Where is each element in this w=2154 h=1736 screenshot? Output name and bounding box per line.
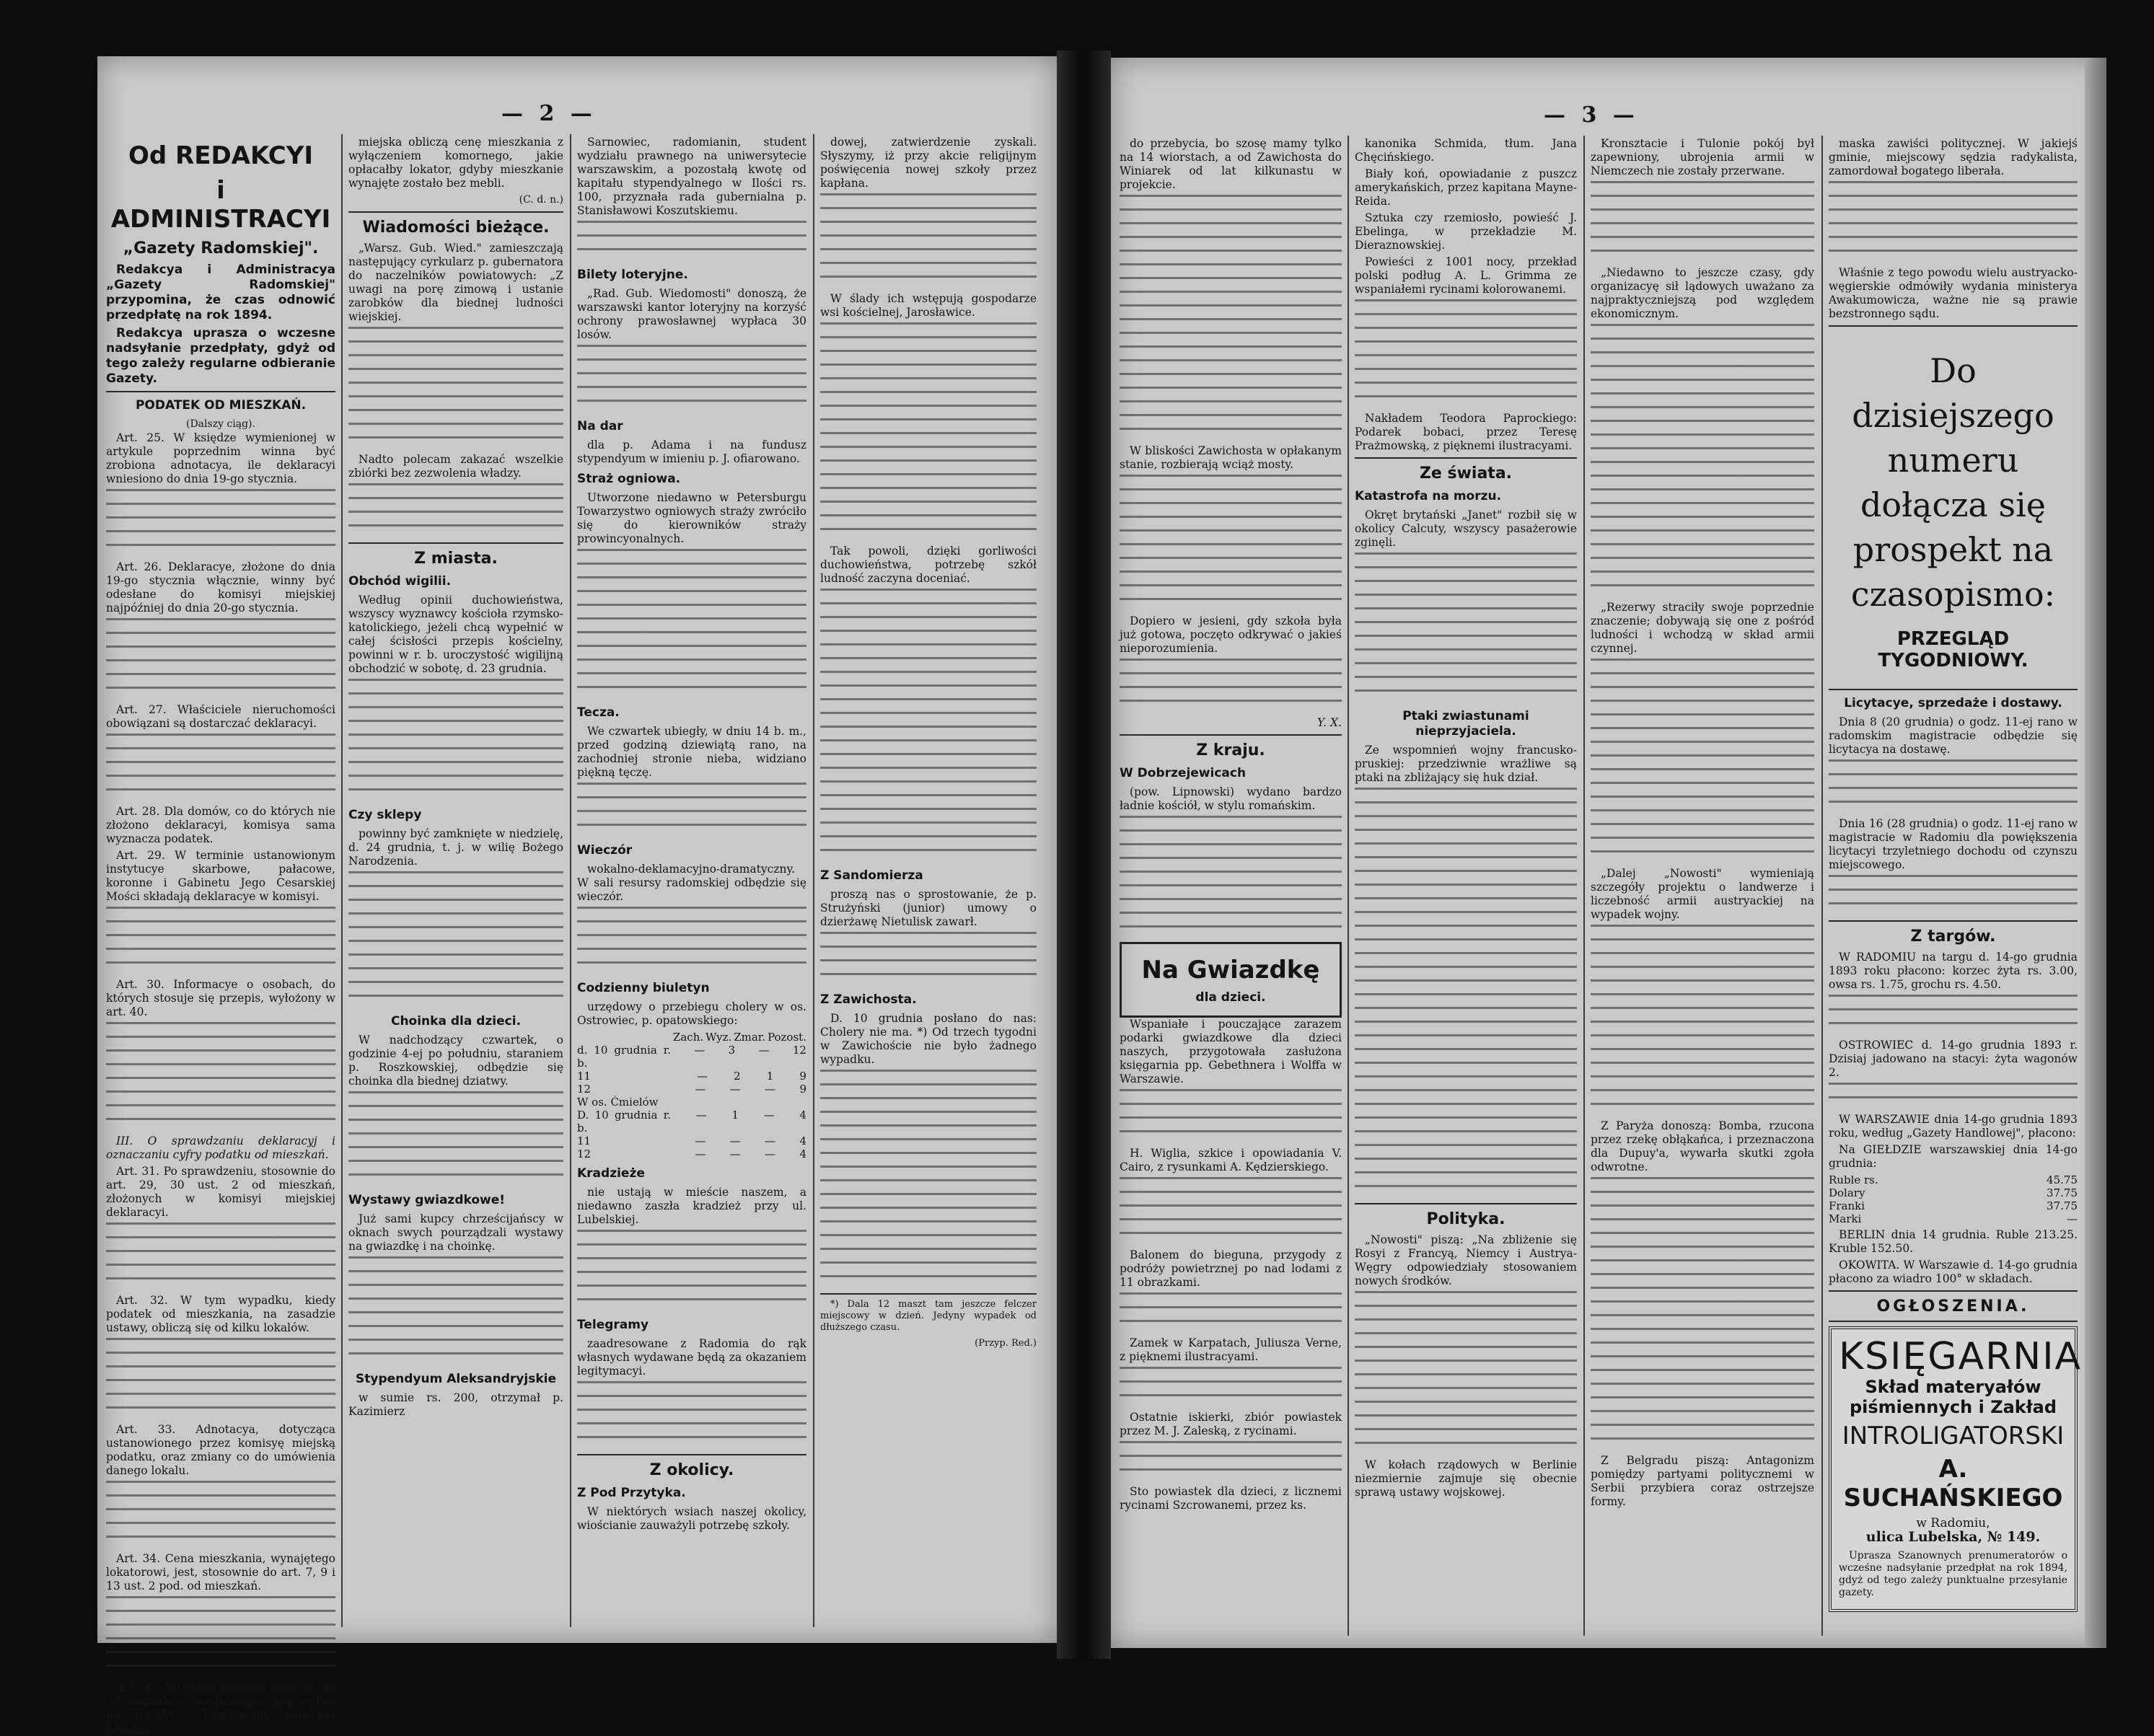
divider: [577, 1454, 806, 1455]
divider: [1355, 457, 1577, 459]
article-paragraph: Według opinii duchowieństwa, wszyscy wyznawcy kościoła rzymsko-katolickiego, jeżeli chcą wypełnić w całej ścisłości przepis kościelny, powinni w r. b. uroczystość wigilijną obchodzić w sobotę, d. 23 grudnia.: [348, 594, 563, 675]
text-block: [577, 1381, 806, 1450]
article-paragraph: Już sami kupcy chrześcijańscy w oknach swych pourządzali wystawy na gwiazdkę i na choinkę.: [348, 1212, 563, 1253]
section-heading: Polityka.: [1426, 1210, 1505, 1228]
article-paragraph: nie ustają w mieście naszem, a niedawno zaszła kradzież przy ul. Lubelskiej.: [577, 1186, 806, 1226]
news-title: Telegramy: [577, 1318, 649, 1332]
news-title: Ptaki zwiastunami nieprzyjaciela.: [1402, 709, 1529, 739]
news-title: Wystawy gwiazdkowe!: [348, 1193, 506, 1207]
page-edge: [2085, 58, 2106, 1648]
article-paragraph: Powieści z 1001 nocy, przekład polski podług A. L. Grimma ze wspaniałemi rycinami kolorowanemi.: [1355, 255, 1577, 296]
divider: [1829, 920, 2078, 922]
section-heading: PODATEK OD MIESZKAŃ.: [135, 398, 307, 413]
table-cell: —: [765, 1134, 776, 1147]
table-header-cell: Wyz.: [705, 1031, 732, 1044]
article-paragraph: Ostatnie iskierki, zbiór powiastek przez M. J. Zaleską, z rycinami.: [1120, 1411, 1342, 1437]
article-paragraph: „Rezerwy straciły swoje poprzednie znaczenie; dobywają się one z pośród ludności i wchodzą w skład armii czynnej.: [1591, 601, 1814, 655]
text-block: [577, 1230, 806, 1312]
table-cell: Marki: [1829, 1212, 1862, 1225]
divider: [1829, 1321, 2078, 1322]
article-paragraph: zaadresowane z Radomia do rąk własnych wydawane będą za okazaniem legitymacyi.: [577, 1337, 806, 1378]
table-cell: 37.75: [2047, 1186, 2078, 1199]
section-heading: Ze świata.: [1419, 464, 1513, 483]
text-block: [1829, 1083, 2078, 1110]
article-paragraph: „Warsz. Gub. Wied." zamieszczają następujący cyrkularz p. gubernatora do naczelników powiatowych: „Z uwagi na porę zimową i ustanie zarobków dla biednej ludności wiejskiej.: [348, 242, 563, 323]
news-title: Codzienny biuletyn: [577, 981, 710, 995]
article-paragraph: urzędowy o przebiegu cholery w os. Ostrowiec, p. opatowskiego:: [577, 1000, 806, 1027]
table-cell: 3: [728, 1044, 736, 1057]
article-paragraph: miejska obliczą cenę mieszkania z wyłączeniem komornego, jakie opłacałby lokator, gdyby mieszkanie wynajęte zostało bez mebli.: [348, 136, 563, 190]
article-paragraph: III. O sprawdzaniu deklaracyj i oznaczaniu cyfry podatku od mieszkań.: [106, 1134, 335, 1161]
table-cell: —: [765, 1083, 776, 1096]
supplement-title: PRZEGLĄD TYGODNIOWY.: [1878, 628, 2028, 671]
article-paragraph: Art. 31. Po sprawdzeniu, stosownie do art. 29, 30 ust. 2 od mieszkań, złożonych w komisyi miejskiej deklaracyi.: [106, 1165, 335, 1219]
text-block: [1120, 1367, 1342, 1408]
page-number: — 3 —: [1544, 102, 1639, 128]
text-block: [1355, 299, 1577, 409]
news-title: Czy sklepy: [348, 808, 422, 822]
text-block: [820, 1070, 1037, 1289]
text-block: [820, 589, 1037, 863]
table-header-cell: Zach.: [672, 1031, 704, 1044]
table-header-cell: Zmar.: [734, 1031, 766, 1044]
article-paragraph: W kołach rządowych w Berlinie niezmiernie zajmuje się obecnie sprawą ustawy wojskowej.: [1355, 1458, 1577, 1499]
table-cell: 11: [577, 1070, 592, 1083]
table-header-cell: Pozost.: [768, 1031, 806, 1044]
article-paragraph: Na GIEŁDZIE warszawskiej dnia 14-go grudnia:: [1829, 1143, 2078, 1170]
text-block: [1120, 658, 1342, 713]
ad-city: w Radomiu,: [1916, 1516, 1990, 1530]
article-paragraph: Art. 28. Dla domów, co do których nie złożono deklaracyi, komisya sama wyznacza podatek.: [106, 805, 335, 845]
news-title: Z Zawichosta.: [820, 992, 917, 1007]
text-block: [820, 932, 1037, 987]
text-block: [348, 327, 563, 450]
article-paragraph: D. 10 grudnia posłano do nas: Cholery nie ma. *) Od trzech tygodni w Zawichoście nie było żadnego wypadku.: [820, 1012, 1037, 1066]
article-paragraph: Okręt brytański „Janet" rozbił się w okolicy Calcuty, wszyscy pasażerowie zginęli.: [1355, 508, 1577, 549]
article-paragraph: Art. 29. W terminie ustanowionym instytucye skarbowe, pałacowe, koronne i Gabinetu Jego Cesarskiej Mości składają deklaracye w komisyi.: [106, 849, 335, 903]
ad-title: KSIĘGARNIA: [1839, 1335, 2083, 1378]
article-paragraph: Sarnowiec, radomianin, student wydziału prawnego na uniwersytecie warszawskim, a pozostałą kwotę od kapitału stypendyalnego w Ilości rs. 100, przyznała rada gubernialna p. Stanisławowi Koszutskiemu.: [577, 136, 806, 217]
article-paragraph: W nadchodzący czwartek, o godzinie 4-ej po południu, staraniem p. Roszkowskiej, odbędzie się choinka dla biednej dziatwy.: [348, 1034, 563, 1088]
table-row: [1829, 1199, 2078, 1212]
article-paragraph: kanonika Schmida, tłum. Jana Chęcińskiego.: [1355, 137, 1577, 164]
divider: [1829, 689, 2078, 690]
table-cell: 9: [799, 1083, 806, 1096]
text-block: [1120, 1292, 1342, 1334]
table-cell: D. 10 grudnia r. b.: [577, 1109, 671, 1134]
table-row: [1829, 1212, 2078, 1225]
divider: [348, 211, 563, 213]
news-title: Choinka dla dzieci.: [390, 1014, 522, 1028]
cholera-table: [577, 1031, 806, 1160]
table-cell: 2: [734, 1070, 741, 1083]
table-cell: —: [695, 1109, 707, 1122]
table-cell: 4: [799, 1134, 806, 1147]
gift-books-box: [1120, 942, 1342, 1018]
table-cell: —: [763, 1109, 775, 1122]
right-column-1: [1120, 137, 1342, 1637]
text-block: [348, 871, 563, 1008]
table-cell: Dolary: [1829, 1186, 1865, 1199]
text-block: [348, 483, 563, 538]
ad-text: Uprasza Szanownych prenumeratorów o wcześne nadsyłanie przedpłat na rok 1894, gdyż od tego zależy punktualne przesyłanie gazety.: [1839, 1550, 2067, 1598]
news-title: Obchód wigilii.: [348, 574, 452, 589]
gift-books-title: Na Gwiazdkę: [1141, 956, 1320, 984]
table-cell: 37.75: [2047, 1199, 2078, 1212]
divider: [1829, 1290, 2078, 1292]
text-block: [106, 618, 335, 700]
section-heading: Z kraju.: [1196, 741, 1265, 759]
article-paragraph: (pow. Lipnowski) wydano bardzo ładnie kościół, w stylu romańskim.: [1120, 785, 1342, 812]
text-block: [1120, 195, 1342, 441]
article-paragraph: maska zawiści politycznej. W jakiejś gminie, miejscowy sędzia radykalista, zamordował bogatego liberała.: [1829, 137, 2078, 177]
text-block: [106, 1481, 335, 1549]
ad-line: INTROLIGATORSKI: [1842, 1422, 2065, 1450]
section-heading: OGŁOSZENIA.: [1876, 1297, 2030, 1316]
text-block: [1355, 1291, 1577, 1455]
continued-sign: (C. d. n.): [519, 194, 563, 206]
news-title: Bilety loteryjne.: [577, 268, 688, 282]
table-cell: 4: [799, 1147, 806, 1160]
article-paragraph: Utworzone niedawno w Petersburgu Towarzystwo ogniowych straży zwróciło się do kierowników straży prowincyonalnych.: [577, 491, 806, 545]
bookstore-advertisement: [1829, 1326, 2083, 1612]
text-block: [1591, 925, 1814, 1116]
book-spine: [1057, 50, 1111, 1659]
table-cell: 1: [731, 1109, 739, 1122]
article-paragraph: Z Belgradu piszą: Antagonizm pomiędzy partyami politycznemi w Serbii przybiera coraz ostrzejsze formy.: [1591, 1454, 1814, 1508]
article-paragraph: BERLIN dnia 14 grudnia. Ruble 213.25. Kruble 152.50.: [1829, 1228, 2078, 1255]
news-title: Katastrofa na morzu.: [1355, 489, 1502, 503]
divider: [106, 391, 335, 392]
table-row: [577, 1044, 806, 1070]
text-block: [1829, 875, 2078, 916]
table-cell: 11: [577, 1134, 592, 1147]
text-block: [106, 489, 335, 558]
article-paragraph: Art. 30. Informacye o osobach, do których stosuje się przepis, wyłożony w art. 40.: [106, 978, 335, 1018]
article-paragraph: powinny być zamknięte w niedzielę, d. 24 grudnia, t. j. w wilię Bożego Narodzenia.: [348, 827, 563, 868]
article-paragraph: Nadto polecam zakazać wszelkie zbiórki bez zezwolenia władzy.: [348, 453, 563, 480]
article-paragraph: Właśnie z tego powodu wielu austryacko-węgierskie odmówiły wydania ministerya Awakumowicza, ważne nie są prawie bezstronnego sądu.: [1829, 266, 2078, 320]
left-column-4: [820, 136, 1037, 1629]
text-block: [1120, 475, 1342, 612]
article-paragraph: do przebycia, bo szosę mamy tylko na 14 wiorstach, a od Zawichosta do Winiarek od lat kilkunastu w projekcie.: [1120, 137, 1342, 191]
article-paragraph: Sztuka czy rzemiosło, powieść J. Ebelinga, w przekładzie M. Dieraznowskiej.: [1355, 211, 1577, 252]
article-paragraph: Nakładem Teodora Paprockiego: Podarek bobaci, przez Teresę Prażmowską, z pięknemi ilustracyami.: [1355, 412, 1577, 452]
table-row: [577, 1070, 806, 1083]
table-cell: —: [694, 1044, 705, 1057]
article-paragraph: Kronsztacie i Tulonie pokój był zapewniony, ubrojenia armii w Niemczech nie zostały przerwane.: [1591, 137, 1814, 177]
article-paragraph: Tak powoli, dzięki gorliwości duchowieństwa, potrzebę szkół ludność zaczyna doceniać.: [820, 545, 1037, 585]
article-paragraph: Biały koń, opowiadanie z puszcz amerykańskich, przez kapitana Mayne-Reida.: [1355, 167, 1577, 208]
news-title: Straż ogniowa.: [577, 472, 681, 486]
news-title: Kradzieże: [577, 1166, 645, 1181]
left-column-2: [348, 136, 563, 1629]
text-block: [1355, 552, 1577, 703]
table-cell: —: [695, 1083, 706, 1096]
section-heading: Wiadomości bieżące.: [362, 219, 550, 237]
text-block: [1591, 324, 1814, 598]
article-paragraph: „Rad. Gub. Wiedomosti" donoszą, że warszawski kantor loteryjny na korzyść ochrony prawosławnej wypłaca 30 losów.: [577, 287, 806, 341]
continued-label: (Dalszy ciąg).: [186, 418, 255, 430]
table-cell: Ruble rs.: [1829, 1173, 1878, 1186]
article-paragraph: „Nowosti" piszą: „Na zbliżenie się Rosyi z Francyą, Niemcy i Austrya-Węgry odpowiedziały stosowaniem nowych środków.: [1355, 1233, 1577, 1287]
table-cell: 9: [799, 1070, 806, 1083]
article-paragraph: dla p. Adama i na fundusz stypendyum w imieniu p. J. ofiarowano.: [577, 439, 806, 465]
news-title: Z Pod Przytyka.: [577, 1486, 686, 1500]
divider: [1120, 734, 1342, 736]
right-column-2: [1355, 137, 1577, 1637]
article-paragraph: dowej, zatwierdzenie zyskali. Słyszymy, iż przy akcie religijnym poświęcenia nowej szkoły przez kapłana.: [820, 136, 1037, 190]
column-divider: [813, 134, 814, 1627]
table-cell: W os. Ćmielów: [577, 1096, 659, 1109]
article-paragraph: Art. 26. Deklaracye, złożone do dnia 19-go stycznia włącznie, winny być odesłane do komisyi miejskiej najpóźniej do dnia 20-go stycznia.: [106, 560, 335, 614]
article-paragraph: Art. 25. W księdze wymienionej w artykule poprzednim winna być zrobiona adnotacya, ile deklaracyi wniesiono do dnia 19-go stycznia.: [106, 431, 335, 485]
table-cell: —: [729, 1147, 741, 1160]
article-paragraph: w sumie rs. 200, otrzymał p. Kazimierz: [348, 1391, 563, 1418]
table-cell: —: [2067, 1212, 2078, 1225]
table-row: [577, 1134, 806, 1147]
text-block: [577, 345, 806, 413]
page-number: — 2 —: [501, 101, 597, 126]
table-cell: Franki: [1829, 1199, 1865, 1212]
text-block: [577, 907, 806, 975]
table-cell: —: [729, 1134, 741, 1147]
divider: [820, 1293, 1037, 1295]
column-divider: [570, 134, 571, 1627]
table-row: [577, 1109, 806, 1134]
text-block: [1591, 181, 1814, 263]
table-header: [577, 1031, 806, 1044]
news-title: Z Sandomierza: [820, 868, 923, 883]
article-paragraph: Z Paryża donoszą: Bomba, rzucona przez rzekę obłąkańca, i przeznaczona dla Dupuy'a, wywarła skutki zgoła odwrotne.: [1591, 1119, 1814, 1173]
text-block: [106, 733, 335, 802]
divider: [1829, 325, 2078, 327]
article-paragraph: W RADOMIU na targu d. 14-go grudnia 1893 roku płacono: korzec żyta rs. 3.00, owsa rs. 1.75, grochu rs. 4.50.: [1829, 951, 2078, 991]
text-block: [1829, 181, 2078, 263]
article-paragraph: W bliskości Zawichosta w opłakanym stanie, rozbierają wciąż mosty.: [1120, 444, 1342, 471]
article-paragraph: Zamek w Karpatach, Juliusza Verne, z pięknemi ilustracyami.: [1120, 1336, 1342, 1363]
news-title: Wieczór: [577, 843, 633, 858]
text-block: [348, 1256, 563, 1366]
news-title: Na dar: [577, 419, 623, 433]
article-paragraph: wokalno-deklamacyjno-dramatyczny. W sali resursy radomskiej odbędzie się wieczór.: [577, 863, 806, 903]
text-block: [348, 679, 563, 802]
article-paragraph: OSTROWIEC d. 14-go grudnia 1893 r. Dzisiaj jadowano na stacyi: żyta wagonów 2.: [1829, 1039, 2078, 1079]
section-heading: Z okolicy.: [649, 1461, 734, 1479]
table-row: [577, 1083, 806, 1096]
table-cell: 12: [577, 1147, 592, 1160]
ad-name: A. SUCHAŃSKIEGO: [1843, 1455, 2063, 1512]
editorial-heading: „Gazety Radomskiej".: [123, 239, 319, 257]
article-paragraph: Art. 34. Cena mieszkania, wynajętego lokatorowi, jest, stosownie do art. 7, 9 i 13 ust. 2 pod. od mieszkań.: [106, 1552, 335, 1592]
article-paragraph: Ze wspomnień wojny francusko-pruskiej: przedziwnie wrażliwe są ptaki na zbliżający się huk dział.: [1355, 744, 1577, 784]
text-block: [1829, 995, 2078, 1036]
divider: [348, 542, 563, 544]
table-cell: 4: [799, 1109, 806, 1122]
exchange-rates: [1829, 1173, 2078, 1225]
text-block: [1120, 1089, 1342, 1144]
article-paragraph: Art. 35. Jeżeli umeblowanie stosownie do warunków miejscowych ma wpływ na wysokość komornego, wówczas podatek: [106, 1681, 335, 1735]
article-paragraph: Wspaniałe i pouczające zarazem podarki gwiazdkowe dla dzieci naszych, przygotowała zasłużona księgarnia pp. Gebethnera i Wolffa w Warszawie.: [1120, 1018, 1342, 1085]
article-paragraph: W niektórych wsiach naszej okolicy, wiościanie zauważyli potrzebę szkoły.: [577, 1505, 806, 1532]
section-heading: Z miasta.: [414, 550, 498, 568]
editorial-notice: Redakcya uprasza o wczesne nadsyłanie przedpłaty, gdyż od tego zależy regularne odbieranie Gazety.: [106, 326, 335, 386]
table-cell: d. 10 grudnia r. b.: [577, 1044, 671, 1070]
supplement-notice: Do dzisiejszego numeru dołącza się prospekt na czasopismo:: [1850, 351, 2056, 614]
table-row: [577, 1147, 806, 1160]
table-cell: 12: [792, 1044, 806, 1057]
article-sign: Y. X.: [1316, 716, 1342, 729]
article-paragraph: W ślady ich wstępują gospodarze wsi kościelnej, Jarosławice.: [820, 292, 1037, 319]
column-divider: [1821, 136, 1823, 1636]
text-block: [577, 221, 806, 262]
article-paragraph: Art. 27. Właściciele nieruchomości obowiązani są dostarczać deklaracyi.: [106, 703, 335, 730]
news-title: Tecza.: [577, 705, 620, 720]
article-paragraph: Art. 32. W tym wypadku, kiedy podatek od mieszkania, na zasadzie ustawy, obliczą się od kilku lokalów.: [106, 1294, 335, 1334]
editorial-notice: Redakcya i Administracya „Gazety Radomskiej" przypomina, że czas odnowić przedpłatę na rok 1894.: [106, 263, 335, 322]
right-column-4: [1829, 137, 2083, 1637]
table-cell: 1: [766, 1070, 774, 1083]
ad-street: ulica Lubelska, № 149.: [1865, 1529, 2041, 1545]
text-block: [1591, 658, 1814, 864]
editorial-heading: i ADMINISTRACYI: [110, 176, 331, 234]
divider: [1355, 1203, 1577, 1204]
article-paragraph: OKOWITA. W Warszawie d. 14-go grudnia płacono za wiadro 100° w składach.: [1829, 1259, 2078, 1285]
column-divider: [1348, 136, 1349, 1636]
footnote: *) Dala 12 maszt tam jeszcze felczer miejscowy w dzień. Jedyny wypadek od dłuższego czasu.: [820, 1299, 1037, 1333]
table-cell: 12: [577, 1083, 592, 1096]
article-paragraph: proszą nas o sprostowanie, że p. Strużyński (junior) umowy o dzierżawę Nietulisk zawarł.: [820, 888, 1037, 928]
text-block: [348, 1091, 563, 1187]
table-row: [1829, 1186, 2078, 1199]
left-column-3: [577, 136, 806, 1629]
article-paragraph: „Niedawno to jeszcze czasy, gdy organizacyę sił lądowych uważano za najpraktyczniejszą pod względem ekonomicznym.: [1591, 266, 1814, 320]
table-cell: —: [729, 1083, 741, 1096]
ad-line: Skład materyałów piśmiennych i Zakład: [1849, 1377, 2057, 1417]
article-paragraph: We czwartek ubiegły, w dniu 14 b. m., przed godziną dziewiątą rano, na zachodniej stronie nieba, widziano piękną tęczę.: [577, 725, 806, 779]
text-block: [106, 1222, 335, 1291]
text-block: [1120, 1441, 1342, 1482]
table-cell: —: [697, 1070, 708, 1083]
section-heading: Z targów.: [1910, 928, 1996, 946]
text-block: [106, 1022, 335, 1132]
news-title: W Dobrzejewicach: [1120, 766, 1247, 780]
text-block: [1355, 788, 1577, 1199]
article-paragraph: Sto powiastek dla dzieci, z licznemi rycinami Szcrowanemi, przez ks.: [1120, 1485, 1342, 1512]
text-block: [106, 907, 335, 975]
text-block: [577, 549, 806, 700]
table-cell: —: [765, 1147, 776, 1160]
column-divider: [1583, 136, 1585, 1636]
section-heading: Licytacye, sprzedaże i dostawy.: [1844, 696, 2062, 710]
article-paragraph: Balonem do bieguna, przygody z podróży powietrznej po nad lodami z 11 obrazkami.: [1120, 1248, 1342, 1289]
text-block: [1591, 1177, 1814, 1451]
article-paragraph: Dnia 8 (20 grudnia) o godz. 11-ej rano w radomskim magistracie odbędzie się licytacya na dostawę.: [1829, 715, 2078, 756]
table-cell: —: [695, 1134, 706, 1147]
article-paragraph: W WARSZAWIE dnia 14-go grudnia 1893 roku, według „Gazety Handlowej", płacono:: [1829, 1113, 2078, 1140]
table-cell: —: [758, 1044, 770, 1057]
footnote-sign: (Przyp. Red.): [975, 1338, 1037, 1349]
table-row: [577, 1096, 806, 1109]
table-row: [1829, 1173, 2078, 1186]
news-title: Stypendyum Aleksandryjskie: [356, 1372, 556, 1386]
text-block: [106, 1596, 335, 1678]
table-cell: —: [695, 1147, 706, 1160]
text-block: [1120, 1177, 1342, 1246]
article-paragraph: Dopiero w jesieni, gdy szkoła była już gotowa, poczęto odkrywać o jakieś nieporozumienia.: [1120, 614, 1342, 655]
text-block: [1829, 759, 2078, 814]
column-divider: [341, 134, 343, 1627]
text-block: [820, 193, 1037, 289]
table-cell: 45.75: [2047, 1173, 2078, 1186]
right-page: [1111, 58, 2106, 1648]
article-paragraph: H. Wiglia, szkice i opowiadania V. Cairo, z rysunkami A. Kędzierskiego.: [1120, 1147, 1342, 1173]
text-block: [106, 1338, 335, 1420]
text-block: [820, 322, 1037, 542]
editorial-heading: Od REDAKCYI: [128, 141, 314, 170]
right-column-3: [1591, 137, 1814, 1637]
text-block: [577, 783, 806, 837]
gift-books-subtitle: dla dzieci.: [1195, 990, 1266, 1005]
article-paragraph: Art. 33. Adnotacya, dotycząca ustanowionego przez komisyę miejską podatku, oraz zmiany co do umówienia danego lokalu.: [106, 1423, 335, 1477]
text-block: [1120, 816, 1342, 939]
article-paragraph: „Dalej „Nowosti" wymieniają szczegóły projektu o landwerze i liczebność armii austryackiej na wypadek wojny.: [1591, 867, 1814, 921]
article-paragraph: Dnia 16 (28 grudnia) o godz. 11-ej rano w magistracie w Radomiu dla powiększenia licytacyi trzyletniego dochodu od czynszu miejscowego.: [1829, 817, 2078, 871]
left-column-1: [106, 136, 335, 1735]
left-page: [97, 56, 1057, 1735]
